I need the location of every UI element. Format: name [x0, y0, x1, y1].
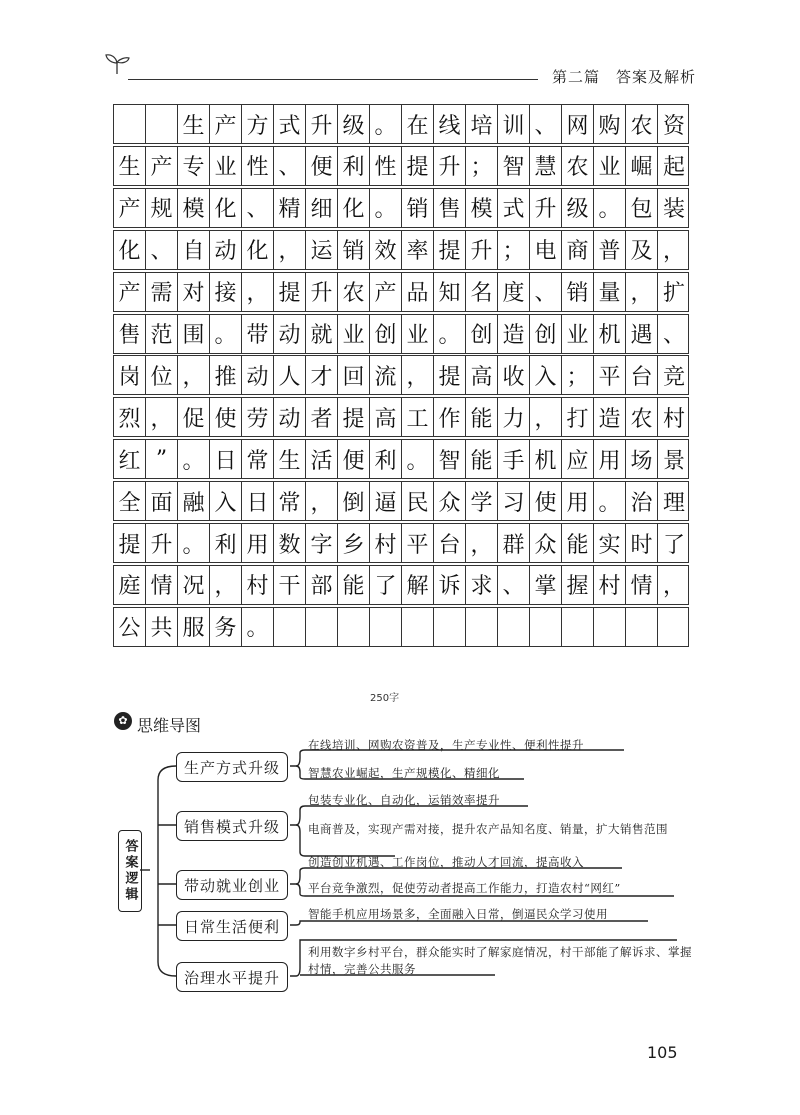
leaf-4-1: 智能手机应用场景多，全面融入日常，倒逼民众学习使用: [308, 907, 608, 921]
essay-cell: 式: [498, 189, 530, 227]
essay-cell: ，: [662, 239, 685, 265]
essay-cell: 利: [338, 147, 370, 185]
essay-cell: 农: [626, 398, 658, 436]
essay-cell: 求: [466, 566, 498, 604]
essay-cell: 专: [178, 147, 210, 185]
leaf-3-1: 创造创业机遇、工作岗位，推动人才回流，提高收入: [308, 855, 584, 869]
essay-cell: 。: [594, 189, 626, 227]
essay-cell: 度: [498, 273, 530, 311]
essay-cell: 况: [178, 566, 210, 604]
essay-cell: 利: [210, 524, 242, 562]
essay-cell: 、: [530, 273, 562, 311]
essay-cell: 造: [498, 315, 530, 353]
essay-cell: 村: [662, 406, 685, 432]
essay-cell: 便: [338, 440, 370, 478]
branch-governance: 治理水平提升: [176, 962, 288, 992]
essay-cell: 级: [338, 105, 370, 143]
essay-cell: 能: [562, 524, 594, 562]
essay-cell: 活: [306, 440, 338, 478]
essay-cell: 使: [210, 398, 242, 436]
essay-cell: 打: [562, 398, 594, 436]
essay-cell: 自: [178, 231, 210, 269]
essay-cell: 化: [114, 231, 146, 269]
essay-cell: ，: [274, 231, 306, 269]
essay-cell: ，: [146, 398, 178, 436]
essay-cell: 对: [178, 273, 210, 311]
essay-cell: 字: [306, 524, 338, 562]
word-count: 250字: [370, 693, 400, 704]
essay-cell: 学: [466, 482, 498, 520]
essay-cell: 产: [210, 105, 242, 143]
essay-cell: 方: [242, 105, 274, 143]
essay-cell: 村: [242, 566, 274, 604]
essay-cell: 化: [210, 189, 242, 227]
essay-cell: 创: [370, 315, 402, 353]
essay-cell: 运: [306, 231, 338, 269]
essay-cell: 力: [498, 398, 530, 436]
essay-cell: 高: [466, 356, 498, 394]
essay-cell: 手: [498, 440, 530, 478]
essay-cell: 提: [338, 398, 370, 436]
essay-cell: 产: [114, 189, 146, 227]
essay-cell: 作: [434, 398, 466, 436]
essay-cell: 回: [338, 356, 370, 394]
mindmap-root: 答案逻辑: [118, 830, 142, 912]
essay-cell: 服: [178, 608, 210, 646]
leaf-1-1: 在线培训、网购农资普及，生产专业性、便利性提升: [308, 738, 584, 752]
leaf-1-2: 智慧农业崛起，生产规模化、精细化: [308, 766, 500, 780]
essay-cell: 者: [306, 398, 338, 436]
mindmap-icon: ✿: [114, 712, 132, 730]
essay-cell: 干: [274, 566, 306, 604]
essay-cell: ，: [178, 356, 210, 394]
essay-cell: 掌: [530, 566, 562, 604]
essay-cell: 训: [498, 105, 530, 143]
essay-cell: 及: [626, 231, 658, 269]
essay-cell: 动: [242, 356, 274, 394]
essay-cell: 村: [370, 524, 402, 562]
essay-cell: 销: [562, 273, 594, 311]
essay-cell: 普: [594, 231, 626, 269]
essay-cell: 细: [306, 189, 338, 227]
essay-cell: 诉: [434, 566, 466, 604]
essay-cell: 高: [370, 398, 402, 436]
essay-cell: 日: [210, 440, 242, 478]
essay-cell: 、: [146, 231, 178, 269]
essay-cell: 使: [530, 482, 562, 520]
essay-cell: 起: [662, 155, 685, 181]
essay-cell: 生: [114, 147, 146, 185]
essay-cell: 模: [178, 189, 210, 227]
essay-cell: 名: [466, 273, 498, 311]
essay-cell: 用: [562, 482, 594, 520]
essay-cell: 用: [594, 440, 626, 478]
essay-cell: 化: [242, 231, 274, 269]
essay-cell: ，: [530, 398, 562, 436]
essay-cell: 公: [114, 608, 146, 646]
essay-cell: 情: [146, 566, 178, 604]
essay-cell: 式: [274, 105, 306, 143]
essay-cell: 化: [338, 189, 370, 227]
essay-cell: 升: [306, 273, 338, 311]
essay-cell: 销: [402, 189, 434, 227]
essay-cell: 收: [498, 356, 530, 394]
essay-cell: 情: [626, 566, 658, 604]
essay-cell: 产: [370, 273, 402, 311]
essay-cell: 围: [178, 315, 210, 353]
essay-cell: 共: [146, 608, 178, 646]
essay-cell: 慧: [530, 147, 562, 185]
essay-cell: 线: [434, 105, 466, 143]
essay-cell: 智: [498, 147, 530, 185]
essay-cell: 升: [306, 105, 338, 143]
branch-sales: 销售模式升级: [176, 811, 288, 841]
essay-cell: 时: [626, 524, 658, 562]
essay-cell: 村: [594, 566, 626, 604]
essay-cell: 庭: [114, 566, 146, 604]
essay-cell: 倒: [338, 482, 370, 520]
essay-cell: 岗: [114, 356, 146, 394]
essay-cell: 业: [338, 315, 370, 353]
essay-cell: ；: [466, 147, 498, 185]
essay-cell: 流: [370, 356, 402, 394]
essay-cell: 、: [662, 323, 685, 348]
essay-cell: 量: [594, 273, 626, 311]
essay-cell: 平: [402, 524, 434, 562]
essay-cell: 装: [662, 197, 685, 223]
essay-cell: 部: [306, 566, 338, 604]
essay-cell: 面: [146, 482, 178, 520]
essay-cell: 。: [434, 315, 466, 353]
essay-cell: 崛: [626, 147, 658, 185]
essay-cell: 提: [434, 356, 466, 394]
essay-cell: 业: [402, 315, 434, 353]
essay-cell: 竞: [662, 364, 685, 390]
essay-cell: 理: [662, 490, 685, 516]
essay-cell: 农: [338, 273, 370, 311]
essay-cell: 常: [274, 482, 306, 520]
leaf-3-2: 平台竞争激烈，促使劳动者提高工作能力，打造农村“网红”: [308, 881, 621, 895]
essay-cell: 提: [274, 273, 306, 311]
essay-cell: 用: [242, 524, 274, 562]
essay-cell: 带: [242, 315, 274, 353]
essay-cell: 应: [562, 440, 594, 478]
essay-cell: 民: [402, 482, 434, 520]
essay-cell: ，: [402, 356, 434, 394]
essay-cell: 务: [210, 608, 242, 646]
essay-cell: 产: [146, 147, 178, 185]
essay-cell: 烈: [114, 398, 146, 436]
essay-cell: 乡: [338, 524, 370, 562]
essay-cell: 就: [306, 315, 338, 353]
essay-cell: 提: [114, 524, 146, 562]
essay-cell: 电: [530, 231, 562, 269]
essay-cell: 台: [626, 356, 658, 394]
essay-cell: ，: [306, 482, 338, 520]
essay-cell: 业: [594, 147, 626, 185]
essay-cell: 精: [274, 189, 306, 227]
essay-cell: ；: [562, 356, 594, 394]
essay-cell: 创: [466, 315, 498, 353]
essay-cell: 能: [338, 566, 370, 604]
essay-cell: 促: [178, 398, 210, 436]
essay-cell: 需: [146, 273, 178, 311]
essay-cell: 动: [274, 398, 306, 436]
essay-cell: 人: [274, 356, 306, 394]
essay-cell: 规: [146, 189, 178, 227]
essay-cell: 性: [242, 147, 274, 185]
essay-cell: 、: [530, 105, 562, 143]
essay-cell: 了: [662, 532, 685, 558]
essay-cell: 实: [594, 524, 626, 562]
essay-cell: 习: [498, 482, 530, 520]
essay-cell: 群: [498, 524, 530, 562]
essay-cell: 智: [434, 440, 466, 478]
essay-cell: 入: [530, 356, 562, 394]
essay-cell: 产: [114, 273, 146, 311]
essay-cell: 效: [370, 231, 402, 269]
essay-cell: 范: [146, 315, 178, 353]
essay-cell: 工: [402, 398, 434, 436]
essay-cell: 遇: [626, 315, 658, 353]
essay-cell: 。: [370, 105, 402, 143]
branch-daily-life: 日常生活便利: [176, 911, 288, 941]
essay-cell: 升: [466, 231, 498, 269]
essay-cell: 。: [178, 440, 210, 478]
leaf-2-2: 电商普及，实现产需对接，提升农产品知名度、销量，扩大销售范围: [308, 822, 668, 836]
essay-cell: 升: [146, 524, 178, 562]
essay-cell: 农: [626, 105, 658, 143]
essay-cell: 业: [562, 315, 594, 353]
essay-cell: 销: [338, 231, 370, 269]
essay-cell: 模: [466, 189, 498, 227]
essay-cell: 。: [594, 482, 626, 520]
essay-cell: 接: [210, 273, 242, 311]
essay-cell: 能: [466, 398, 498, 436]
essay-cell: 便: [306, 147, 338, 185]
essay-cell: 资: [662, 113, 685, 139]
essay-cell: 购: [594, 105, 626, 143]
essay-cell: 机: [594, 315, 626, 353]
leaf-5-1: 利用数字乡村平台，群众能实时了解家庭情况，村干部能了解诉求、掌握村情，完善公共服务: [308, 945, 692, 976]
essay-cell: 扩: [662, 281, 685, 307]
essay-cell: 。: [210, 315, 242, 353]
essay-cell: 品: [402, 273, 434, 311]
essay-cell: 、: [242, 189, 274, 227]
essay-cell: ”: [146, 440, 178, 478]
essay-cell: 平: [594, 356, 626, 394]
essay-cell: 率: [402, 231, 434, 269]
page-number: 105: [647, 1043, 678, 1062]
essay-cell: ，: [210, 566, 242, 604]
essay-cell: 、: [274, 147, 306, 185]
essay-cell: 。: [178, 524, 210, 562]
essay-cell: 治: [626, 482, 658, 520]
essay-cell: 知: [434, 273, 466, 311]
branch-employment: 带动就业创业: [176, 870, 288, 900]
essay-cell: 推: [210, 356, 242, 394]
essay-cell: 动: [274, 315, 306, 353]
essay-cell: ；: [498, 231, 530, 269]
essay-cell: 位: [146, 356, 178, 394]
essay-cell: 包: [626, 189, 658, 227]
essay-cell: 级: [562, 189, 594, 227]
essay-cell: 售: [114, 315, 146, 353]
essay-cell: 在: [402, 105, 434, 143]
essay-cell: 景: [662, 448, 685, 474]
essay-cell: 场: [626, 440, 658, 478]
essay-cell: ，: [662, 574, 685, 600]
essay-cell: 能: [466, 440, 498, 478]
section-title: 第二篇 答案及解析: [552, 68, 697, 86]
essay-cell: 售: [434, 189, 466, 227]
essay-cell: 劳: [242, 398, 274, 436]
essay-cell: 日: [242, 482, 274, 520]
leaf-2-1: 包装专业化、自动化，运销效率提升: [308, 793, 500, 807]
essay-cell: 握: [562, 566, 594, 604]
essay-cell: 动: [210, 231, 242, 269]
essay-cell: 解: [402, 566, 434, 604]
essay-cell: 、: [498, 566, 530, 604]
essay-cell: 台: [434, 524, 466, 562]
branch-production: 生产方式升级: [176, 752, 288, 782]
essay-cell: 造: [594, 398, 626, 436]
essay-cell: 升: [530, 189, 562, 227]
essay-cell: 众: [530, 524, 562, 562]
essay-cell: 生: [178, 105, 210, 143]
essay-cell: 常: [242, 440, 274, 478]
essay-cell: 升: [434, 147, 466, 185]
essay-cell: 网: [562, 105, 594, 143]
essay-cell: 众: [434, 482, 466, 520]
essay-cell: 商: [562, 231, 594, 269]
essay-cell: ，: [242, 273, 274, 311]
essay-cell: 。: [370, 189, 402, 227]
essay-cell: 入: [210, 482, 242, 520]
essay-cell: 逼: [370, 482, 402, 520]
essay-cell: 利: [370, 440, 402, 478]
essay-cell: 性: [370, 147, 402, 185]
essay-cell: 农: [562, 147, 594, 185]
essay-cell: 提: [434, 231, 466, 269]
essay-cell: 数: [274, 524, 306, 562]
essay-cell: 融: [178, 482, 210, 520]
essay-cell: 业: [210, 147, 242, 185]
essay-cell: 培: [466, 105, 498, 143]
essay-cell: ，: [466, 524, 498, 562]
essay-cell: 机: [530, 440, 562, 478]
essay-cell: 全: [114, 482, 146, 520]
essay-cell: ，: [626, 273, 658, 311]
essay-cell: 。: [402, 440, 434, 478]
essay-cell: 创: [530, 315, 562, 353]
essay-cell: 了: [370, 566, 402, 604]
essay-cell: 提: [402, 147, 434, 185]
essay-cell: 红: [114, 440, 146, 478]
mindmap-heading: 思维导图: [137, 716, 202, 735]
essay-cell: 。: [242, 608, 274, 646]
essay-cell: 生: [274, 440, 306, 478]
essay-cell: 才: [306, 356, 338, 394]
